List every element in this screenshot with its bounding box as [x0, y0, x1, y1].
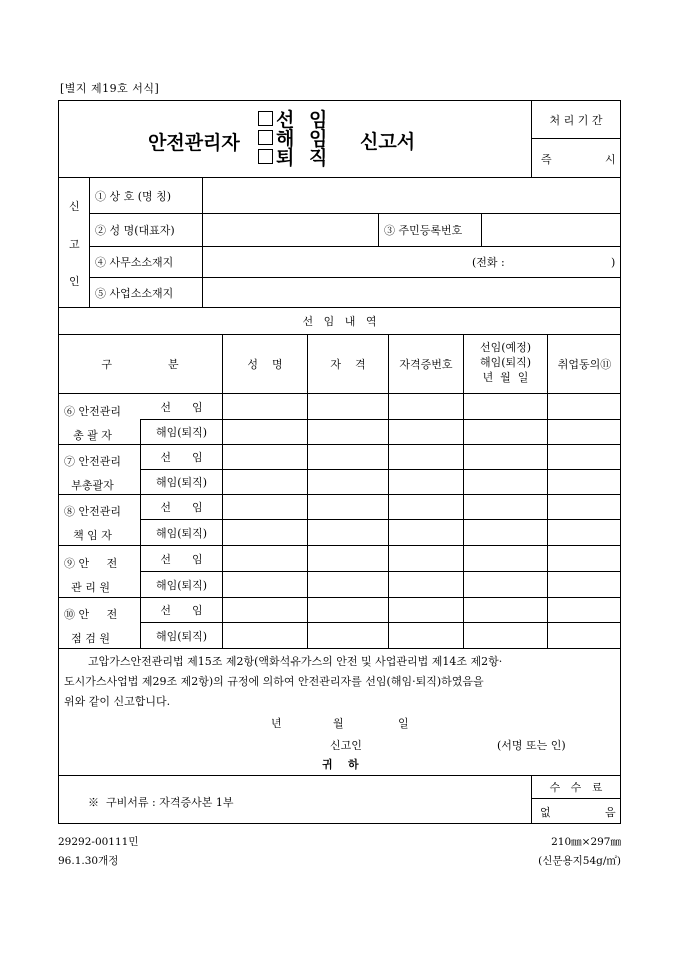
office-address-label: ④ 사무소소재지 [95, 256, 174, 269]
option-resign-checkbox[interactable] [258, 149, 273, 164]
option-appoint-checkbox[interactable] [258, 111, 273, 126]
sub-appoint-5: 선 임 [160, 604, 203, 617]
qualification-header: 자 격 [330, 358, 366, 371]
option-dismiss-label: 해 임 [276, 128, 332, 150]
reporter-side-3: 인 [69, 275, 80, 288]
cert-number-header: 자격증번호 [399, 358, 453, 371]
group-deputy-manager: ⑦ 안전관리 부총괄자 [64, 455, 122, 492]
date-month-label: 월 [333, 717, 344, 730]
required-documents: ※ 구비서류 : 자격증사본 1부 [88, 796, 234, 809]
company-name-label: ① 상 호 (명 칭) [95, 189, 172, 203]
form-title: 안전관리자 [148, 132, 240, 154]
phone-close: ) [611, 255, 616, 269]
reporter-side-1: 신 [69, 200, 80, 213]
group-general-manager: ⑥ 안전관리 총 괄 자 [64, 405, 122, 442]
phone-label: (전화 : [472, 256, 505, 269]
statement-line-3: 위와 같이 신고합니다. [64, 695, 171, 708]
sub-appoint-2: 선 임 [160, 451, 203, 464]
sub-dismiss-5: 해임(퇴직) [155, 629, 208, 643]
fee-label: 수 수 료 [549, 781, 603, 794]
category-header: 구 분 [101, 358, 179, 371]
revision-date: 96.1.30개정 [58, 855, 119, 867]
sub-appoint-1: 선 임 [160, 400, 203, 414]
appointment-section-title: 선 임 내 역 [302, 315, 377, 328]
representative-label: ② 성 명(대표자) [95, 224, 175, 237]
paper-size: 210㎜×297㎜ [551, 836, 621, 848]
reporter-side-2: 고 [69, 238, 80, 251]
group-responsible-manager: ⑧ 안전관리 책 임 자 [64, 505, 122, 542]
processing-value-1: 즉 [541, 153, 552, 166]
sub-appoint-4: 선 임 [160, 552, 203, 566]
resident-number-label: ③ 주민등록번호 [384, 224, 463, 237]
fee-value-1: 없 [540, 806, 551, 819]
reporter-signature-label: 신고인 [330, 739, 362, 752]
consent-header: 취업동의⑪ [557, 358, 612, 371]
sub-dismiss-3: 해임(퇴직) [155, 526, 208, 540]
statement-line-1: 고압가스안전관리법 제15조 제2항(액화석유가스의 안전 및 사업관리법 제14조 제2항· [88, 655, 503, 668]
group-safety-officer: ⑨ 안 전 관 리 원 [64, 557, 118, 594]
statement-line-2: 도시가스사업법 제29조 제2항)의 규정에 의하여 안전관리자를 선임(해임·퇴직)하였음을 [64, 675, 484, 688]
form-title-suffix: 신고서 [360, 131, 416, 153]
date-day-label: 일 [398, 717, 409, 730]
form-code: 29292-00111민 [58, 836, 139, 848]
site-address-label: ⑤ 사업소소재지 [95, 286, 174, 300]
paper-type: (신문용지54g/㎡) [538, 855, 621, 867]
name-header: 성 명 [247, 358, 283, 371]
processing-period-label: 처 리 기 간 [549, 113, 603, 127]
sub-dismiss-1: 해임(퇴직) [155, 426, 208, 439]
processing-value-2: 시 [605, 153, 616, 166]
option-dismiss-checkbox[interactable] [258, 130, 273, 145]
sub-dismiss-2: 해임(퇴직) [155, 476, 208, 489]
option-resign-label: 퇴 직 [276, 147, 332, 169]
fee-value-2: 음 [605, 806, 616, 819]
sub-appoint-3: 선 임 [160, 501, 203, 514]
signature-note: (서명 또는 인) [497, 739, 566, 752]
date-year-label: 년 [271, 717, 282, 730]
option-appoint-label: 선 임 [276, 109, 332, 131]
group-safety-inspector: ⑩ 안 전 점 검 원 [64, 608, 118, 645]
date-header: 선임(예정) 해임(퇴직) 년 월 일 [479, 341, 532, 384]
form-label: [별지 제19호 서식] [60, 82, 160, 95]
addressee: 귀 하 [322, 758, 359, 771]
sub-dismiss-4: 해임(퇴직) [155, 578, 208, 592]
